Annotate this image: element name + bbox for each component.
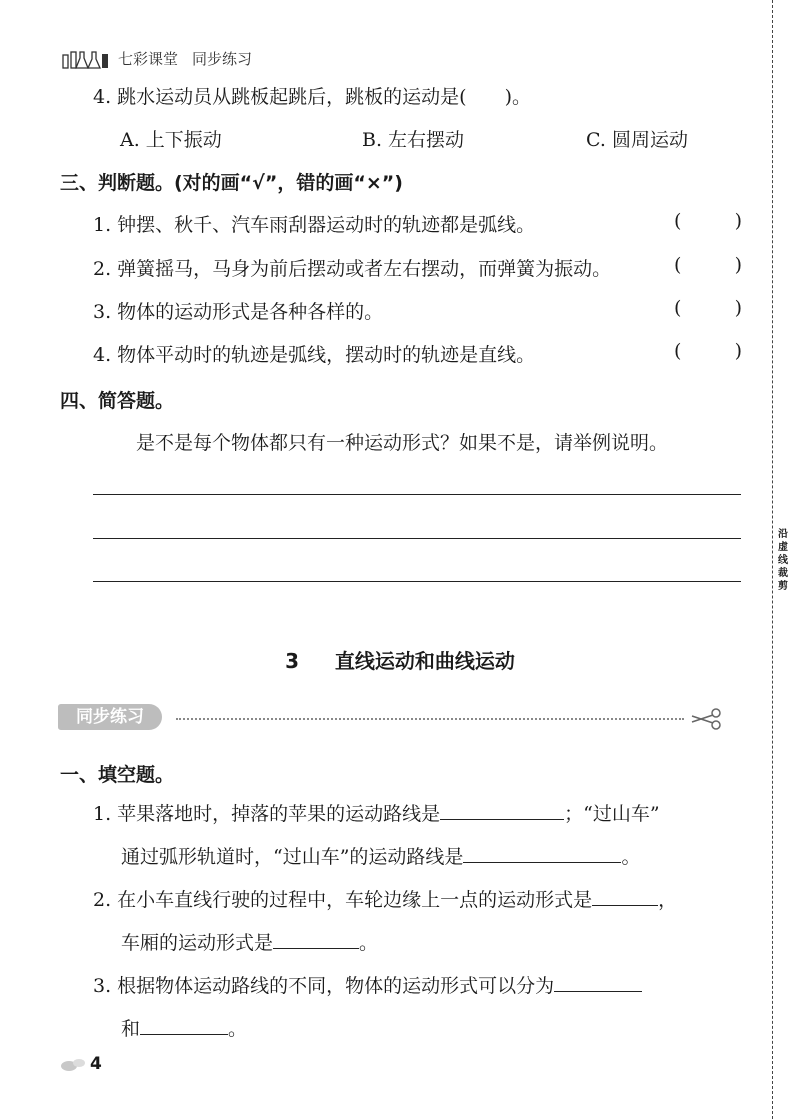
scissors-icon — [690, 708, 724, 734]
dotted-divider — [176, 718, 684, 720]
answer-line-3[interactable] — [93, 581, 741, 582]
fill-blank-5[interactable] — [554, 973, 642, 992]
fill-question-1-cont: 通过弧形轨道时，“过山车”的运动路线是 。 — [121, 846, 641, 868]
leaf-decoration-icon — [60, 1056, 86, 1072]
page-header — [62, 48, 252, 69]
lab-glassware-icon — [62, 49, 110, 69]
short-answer-section-title: 四、简答题。 — [60, 390, 175, 412]
cut-instruction: 沿虚线裁剪 — [778, 529, 788, 592]
question-4: 4. 跳水运动员从跳板起跳后，跳板的运动是( )。 — [93, 86, 531, 108]
option-b: B. 左右摆动 — [362, 129, 465, 151]
fill-question-2-cont: 车厢的运动形式是 。 — [121, 932, 379, 954]
fill-blank-6[interactable] — [140, 1016, 228, 1035]
page-number: 4 — [90, 1054, 102, 1074]
answer-line-1[interactable] — [93, 494, 741, 495]
fill-question-1: 1. 苹果落地时，掉落的苹果的运动路线是 ；“过山车” — [93, 803, 660, 825]
fill-blank-4[interactable] — [273, 930, 359, 949]
cut-dashed-line — [772, 0, 773, 1119]
fill-blank-3[interactable] — [592, 887, 658, 906]
option-c: C. 圆周运动 — [586, 129, 688, 151]
fill-question-3: 3. 根据物体运动路线的不同，物体的运动形式可以分为 — [93, 971, 642, 998]
short-answer-question: 是不是每个物体都只有一种运动形式？如果不是，请举例说明。 — [136, 432, 669, 454]
lesson-name: 直线运动和曲线运动 — [334, 649, 515, 673]
brand-name: 七彩课堂 — [118, 50, 179, 68]
judge-answer-2[interactable]: ( ) — [674, 254, 742, 276]
lesson-title — [0, 645, 800, 674]
judge-section-title: 三、判断题。(对的画“√”，错的画“×”) — [60, 172, 403, 194]
fill-section-title: 一、填空题。 — [60, 764, 175, 786]
fill-question-3-cont: 和 。 — [121, 1018, 248, 1040]
page-footer — [60, 1054, 102, 1074]
fill-question-2: 2. 在小车直线行驶的过程中，车轮边缘上一点的运动形式是 ， — [93, 889, 678, 911]
judge-answer-1[interactable]: ( ) — [674, 210, 742, 232]
judge-answer-3[interactable]: ( ) — [674, 297, 742, 319]
lesson-number: 3 — [285, 649, 299, 673]
header-subtitle: 同步练习 — [192, 50, 253, 68]
judge-answer-4[interactable]: ( ) — [674, 340, 742, 362]
answer-line-2[interactable] — [93, 538, 741, 539]
fill-blank-2[interactable] — [463, 844, 621, 863]
judge-item-4: 4. 物体平动时的轨迹是弧线，摆动时的轨迹是直线。 — [93, 344, 536, 366]
sync-practice-tag: 同步练习 — [58, 704, 162, 730]
judge-item-2: 2. 弹簧摇马，马身为前后摆动或者左右摆动，而弹簧为振动。 — [93, 258, 612, 280]
fill-blank-1[interactable] — [440, 801, 564, 820]
judge-item-3: 3. 物体的运动形式是各种各样的。 — [93, 301, 384, 323]
judge-item-1: 1. 钟摆、秋千、汽车雨刮器运动时的轨迹都是弧线。 — [93, 214, 536, 236]
option-a: A. 上下振动 — [120, 129, 222, 151]
